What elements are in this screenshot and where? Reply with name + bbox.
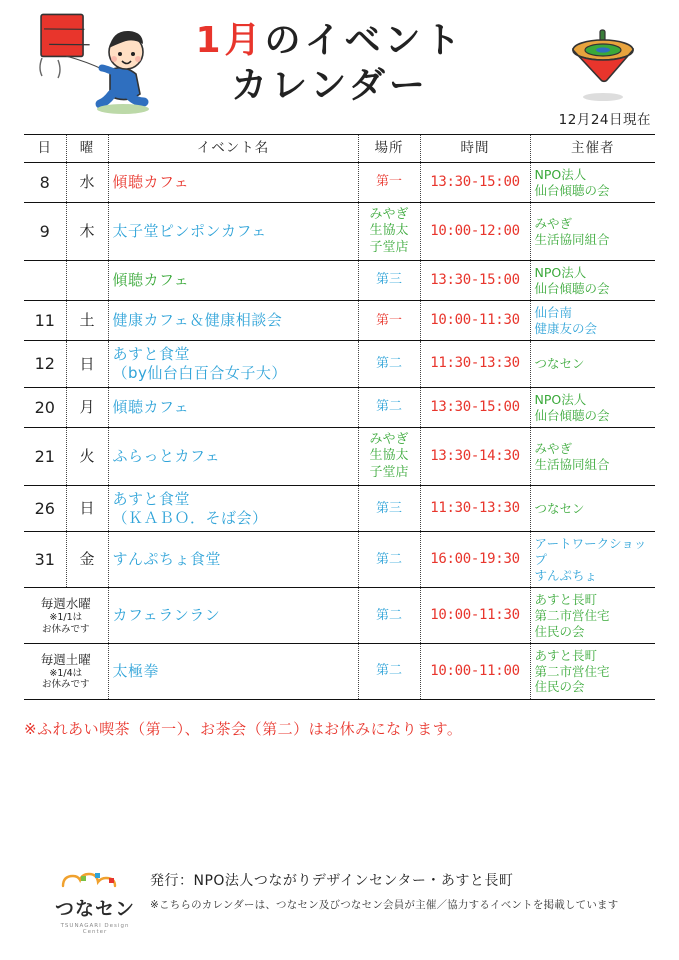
tsunasen-logo — [52, 870, 138, 935]
cell-event-name: 傾聴カフェ — [108, 260, 358, 300]
cell-day: 31 — [24, 532, 66, 588]
spinning-top-illustration — [559, 28, 649, 108]
cell-day: 8 — [24, 162, 66, 202]
cell-host: 仙台南 健康友の会 — [530, 301, 655, 341]
cell-day: 21 — [24, 428, 66, 486]
cell-place: 第一 — [358, 162, 420, 202]
col-header-place: 場所 — [358, 135, 420, 163]
cell-day — [24, 260, 66, 300]
cell-dow: 日 — [66, 485, 108, 532]
cell-time: 13:30-15:00 — [420, 260, 530, 300]
as-of-date: 12月24日現在 — [558, 112, 651, 128]
disclaimer-line: ※こちらのカレンダーは、つなセン及びつなセン会員が主催／協力するイベントを掲載しています — [150, 899, 619, 911]
table-row — [24, 485, 655, 532]
table-row — [24, 644, 655, 700]
col-header-dow: 曜 — [66, 135, 108, 163]
cell-day: 26 — [24, 485, 66, 532]
col-header-time: 時間 — [420, 135, 530, 163]
cell-host: あすと長町 第二市営住宅 住民の会 — [530, 588, 655, 644]
cell-place: みやぎ 生協太 子堂店 — [358, 428, 420, 486]
cell-place: 第三 — [358, 485, 420, 532]
cell-dow: 金 — [66, 532, 108, 588]
cell-host: NPO法人 仙台傾聴の会 — [530, 260, 655, 300]
cell-day: 20 — [24, 387, 66, 427]
logo-subtitle: TSUNAGARI Design Center — [60, 923, 130, 935]
cell-event-name: 太極拳 — [108, 644, 358, 700]
cell-dow: 火 — [66, 428, 108, 486]
tsunasen-logo-icon — [59, 870, 131, 890]
cell-time: 11:30-13:30 — [420, 485, 530, 532]
cell-dow: 日 — [66, 341, 108, 388]
cell-place: 第二 — [358, 588, 420, 644]
title-month: 1月 — [195, 20, 265, 61]
cell-host: つなセン — [530, 485, 655, 532]
cell-day: 毎週水曜 ※1/1は お休みです — [24, 588, 108, 644]
table-row — [24, 387, 655, 427]
title-rest: のイベント — [264, 20, 465, 61]
cell-dow: 水 — [66, 162, 108, 202]
logo-name: つなセン — [54, 898, 135, 920]
cell-host: NPO法人 仙台傾聴の会 — [530, 387, 655, 427]
cell-host: つなセン — [530, 341, 655, 388]
cell-event-name: 太子堂ピンポンカフェ — [108, 203, 358, 261]
cell-event-name: 傾聴カフェ — [108, 162, 358, 202]
table-row — [24, 162, 655, 202]
cell-time: 10:00-12:00 — [420, 203, 530, 261]
col-header-day: 日 — [24, 135, 66, 163]
cell-day: 12 — [24, 341, 66, 388]
table-row — [24, 301, 655, 341]
cell-dow: 土 — [66, 301, 108, 341]
cell-place: みやぎ 生協太 子堂店 — [358, 203, 420, 261]
cell-place: 第三 — [358, 260, 420, 300]
cell-host: みやぎ 生活協同組合 — [530, 428, 655, 486]
cell-time: 10:00-11:30 — [420, 301, 530, 341]
closure-note: ※ふれあい喫茶（第一）、お茶会（第二）はお休みになります。 — [24, 720, 463, 738]
cell-event-name: 傾聴カフェ — [108, 387, 358, 427]
cell-day: 毎週土曜 ※1/4は お休みです — [24, 644, 108, 700]
cell-event-name: ふらっとカフェ — [108, 428, 358, 486]
cell-day: 9 — [24, 203, 66, 261]
table-row — [24, 341, 655, 388]
title-line2: カレンダー — [231, 65, 429, 106]
cell-place: 第二 — [358, 532, 420, 588]
table-row — [24, 428, 655, 486]
page-title — [150, 18, 510, 108]
cell-event-name: あすと食堂 （by仙台白百合女子大） — [108, 341, 358, 388]
cell-time: 11:30-13:30 — [420, 341, 530, 388]
cell-dow — [66, 260, 108, 300]
table-header-row — [24, 135, 655, 163]
cell-dow: 月 — [66, 387, 108, 427]
col-header-name: イベント名 — [108, 135, 358, 163]
cell-place: 第二 — [358, 387, 420, 427]
cell-host: NPO法人 仙台傾聴の会 — [530, 162, 655, 202]
table-row — [24, 203, 655, 261]
col-header-host: 主催者 — [530, 135, 655, 163]
cell-host: アートワークショップ すんぷちょ — [530, 532, 655, 588]
cell-event-name: すんぷちょ食堂 — [108, 532, 358, 588]
table-row — [24, 532, 655, 588]
cell-event-name: あすと食堂 （ＫＡＢＯ．そば会） — [108, 485, 358, 532]
table-row — [24, 588, 655, 644]
page-footer — [0, 864, 679, 934]
cell-time: 13:30-15:00 — [420, 387, 530, 427]
table-row — [24, 260, 655, 300]
cell-time: 13:30-15:00 — [420, 162, 530, 202]
cell-time: 16:00-19:30 — [420, 532, 530, 588]
cell-time: 10:00-11:00 — [420, 644, 530, 700]
cell-time: 13:30-14:30 — [420, 428, 530, 486]
cell-event-name: カフェランラン — [108, 588, 358, 644]
kite-boy-illustration — [18, 10, 158, 115]
event-table-wrapper — [24, 134, 655, 739]
event-calendar-table — [24, 134, 655, 700]
publisher-block — [150, 870, 618, 912]
cell-host: あすと長町 第二市営住宅 住民の会 — [530, 644, 655, 700]
publisher-line: 発行：NPO法人つながりデザインセンター・あすと長町 — [150, 873, 514, 889]
cell-place: 第二 — [358, 644, 420, 700]
cell-place: 第二 — [358, 341, 420, 388]
cell-event-name: 健康カフェ＆健康相談会 — [108, 301, 358, 341]
cell-day: 11 — [24, 301, 66, 341]
cell-place: 第一 — [358, 301, 420, 341]
page-header — [0, 0, 679, 128]
cell-host: みやぎ 生活協同組合 — [530, 203, 655, 261]
table-body — [24, 162, 655, 699]
cell-dow: 木 — [66, 203, 108, 261]
cell-time: 10:00-11:30 — [420, 588, 530, 644]
